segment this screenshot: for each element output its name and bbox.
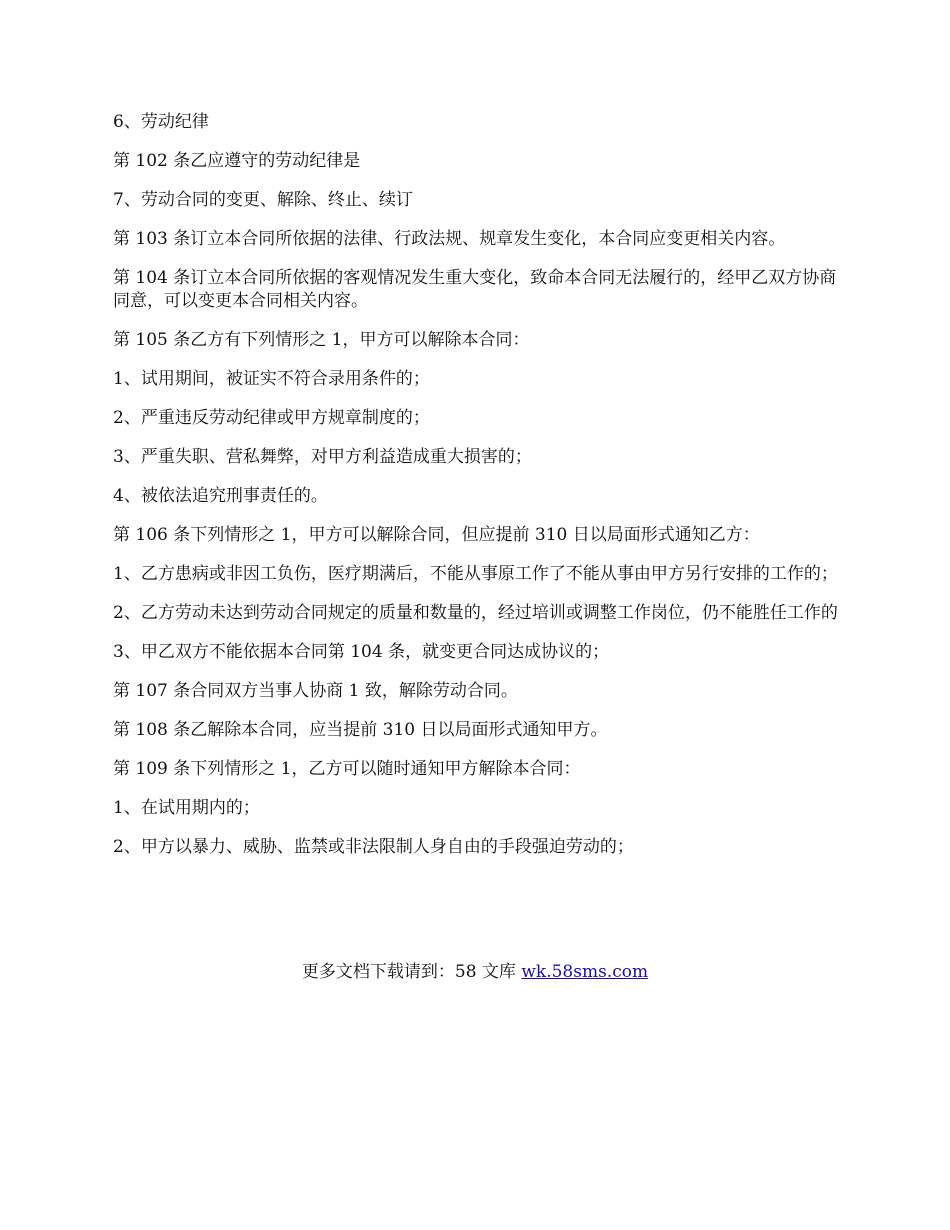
footer-link[interactable]: wk.58sms.com bbox=[521, 962, 649, 982]
list-item: 2、乙方劳动未达到劳动合同规定的质量和数量的，经过培训或调整工作岗位，仍不能胜任工作的 bbox=[113, 603, 838, 623]
list-item: 2、严重违反劳动纪律或甲方规章制度的； bbox=[113, 408, 430, 428]
list-item: 2、甲方以暴力、威胁、监禁或非法限制人身自由的手段强迫劳动的； bbox=[113, 837, 634, 857]
article-103: 第 103 条订立本合同所依据的法律、行政法规、规章发生变化，本合同应变更相关内容。 bbox=[113, 229, 786, 249]
article-102: 第 102 条乙应遵守的劳动纪律是 bbox=[113, 151, 361, 171]
article-104: 第 104 条订立本合同所依据的客观情况发生重大变化，致命本合同无法履行的，经甲乙双方协商同意，可以变更本合同相关内容。 bbox=[113, 268, 837, 311]
document-body bbox=[113, 111, 840, 875]
article-108: 第 108 条乙解除本合同，应当提前 310 日以局面形式通知甲方。 bbox=[113, 720, 608, 740]
list-item: 3、严重失职、营私舞弊，对甲方利益造成重大损害的； bbox=[113, 447, 532, 467]
article-107: 第 107 条合同双方当事人协商 1 致，解除劳动合同。 bbox=[113, 681, 518, 701]
article-105: 第 105 条乙方有下列情形之 1，甲方可以解除本合同： bbox=[113, 330, 530, 350]
list-item: 3、甲乙双方不能依据本合同第 104 条，就变更合同达成协议的； bbox=[113, 642, 610, 662]
article-106: 第 106 条下列情形之 1，甲方可以解除合同，但应提前 310 日以局面形式通知乙方： bbox=[113, 525, 760, 545]
list-item: 1、试用期间，被证实不符合录用条件的； bbox=[113, 369, 430, 389]
article-109: 第 109 条下列情形之 1，乙方可以随时通知甲方解除本合同： bbox=[113, 759, 581, 779]
list-item: 4、被依法追究刑事责任的。 bbox=[113, 486, 328, 506]
list-item: 1、乙方患病或非因工负伤，医疗期满后，不能从事原工作了不能从事由甲方另行安排的工作的； bbox=[113, 564, 838, 584]
section-heading-contract-change: 7、劳动合同的变更、解除、终止、续订 bbox=[113, 190, 413, 210]
page-footer bbox=[0, 960, 950, 984]
footer-prefix-text: 更多文档下载请到：58 文库 bbox=[301, 962, 522, 982]
section-heading-labor-discipline: 6、劳动纪律 bbox=[113, 112, 209, 132]
list-item: 1、在试用期内的； bbox=[113, 798, 260, 818]
